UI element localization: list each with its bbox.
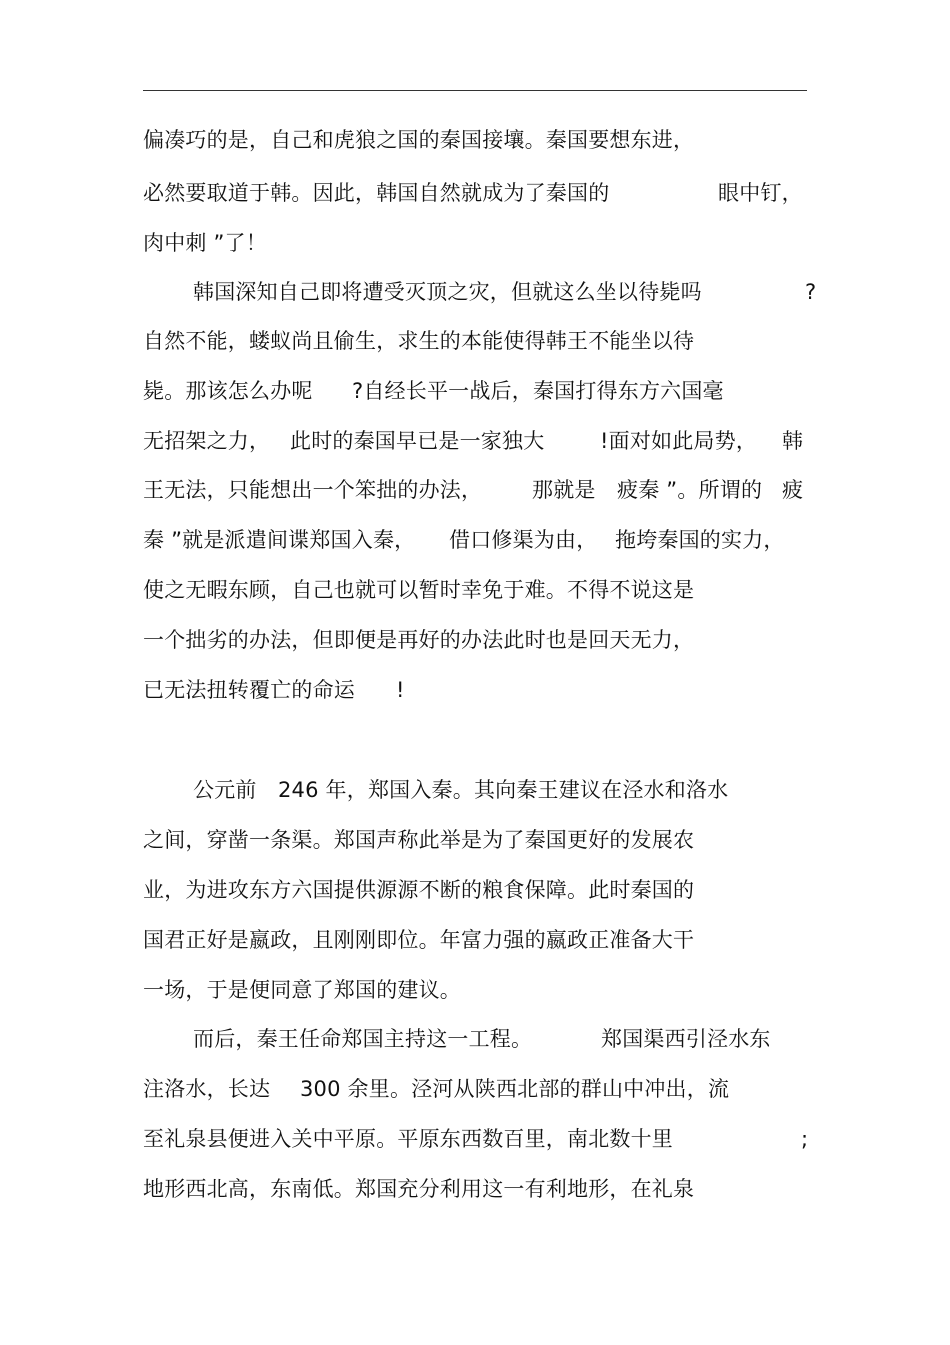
text-line: 肉中刺 ”了！ xyxy=(143,231,267,255)
paragraph-first-line: 而后，秦王任命郑国主持这一工程。 xyxy=(193,1027,533,1051)
text-line: 郑国渠西引泾水东 xyxy=(601,1027,771,1051)
text-line: 一场，于是便同意了郑国的建议。 xyxy=(143,978,461,1002)
text-line: ? xyxy=(805,280,817,304)
text-line: 300 余里。泾河从陕西北部的群山中冲出，流 xyxy=(300,1077,730,1101)
text-line: 那就是 xyxy=(532,478,596,502)
text-line: 业，为进攻东方六国提供源源不断的粮食保障。此时秦国的 xyxy=(143,878,695,902)
paragraph-first-line: 公元前 xyxy=(193,778,257,802)
text-line: 毙。那该怎么办呢 xyxy=(143,379,313,403)
header-rule xyxy=(143,90,807,91)
text-line: 已无法扭转覆亡的命运 xyxy=(143,678,355,702)
text-line: 王无法，只能想出一个笨拙的办法， xyxy=(143,478,483,502)
text-line: 一个拙劣的办法，但即便是再好的办法此时也是回天无力， xyxy=(143,628,695,652)
text-line: 疲秦 ”。所谓的 xyxy=(617,478,763,502)
text-line: 借口修渠为由， xyxy=(449,528,598,552)
text-line: 眼中钉， xyxy=(718,181,803,205)
text-line: 至礼泉县便进入关中平原。平原东西数百里，南北数十里 xyxy=(143,1127,673,1151)
text-line: 必然要取道于韩。因此，韩国自然就成为了秦国的 xyxy=(143,181,610,205)
text-line: ; xyxy=(801,1127,809,1151)
text-line: 无招架之力， xyxy=(143,429,271,453)
text-line: 自然不能，蝼蚁尚且偷生，求生的本能使得韩王不能坐以待 xyxy=(143,329,695,353)
text-line: ! xyxy=(396,678,405,702)
paragraph-first-line: 韩国深知自己即将遭受灭顶之灾，但就这么坐以待毙吗 xyxy=(193,280,702,304)
text-line: 使之无暇东顾，自己也就可以暂时幸免于难。不得不说这是 xyxy=(143,578,695,602)
text-line: 秦 ”就是派遣间谍郑国入秦， xyxy=(143,528,416,552)
text-line: 韩 xyxy=(782,429,804,453)
text-line: 疲 xyxy=(782,478,804,502)
text-line: 拖垮秦国的实力， xyxy=(615,528,785,552)
text-line: !面对如此局势， xyxy=(600,429,758,453)
text-line: 246 年，郑国入秦。其向秦王建议在泾水和洛水 xyxy=(278,778,729,802)
text-line: 地形西北高，东南低。郑国充分利用这一有利地形，在礼泉 xyxy=(143,1177,695,1201)
text-line: 偏凑巧的是，自己和虎狼之国的秦国接壤。秦国要想东进， xyxy=(143,128,695,152)
text-line: 注洛水，长达 xyxy=(143,1077,271,1101)
text-line: 之间，穿凿一条渠。郑国声称此举是为了秦国更好的发展农 xyxy=(143,828,695,852)
text-line: ?自经长平一战后，秦国打得东方六国毫 xyxy=(352,379,724,403)
text-line: 此时的秦国早已是一家独大 xyxy=(290,429,545,453)
text-line: 国君正好是嬴政，且刚刚即位。年富力强的嬴政正准备大干 xyxy=(143,928,695,952)
